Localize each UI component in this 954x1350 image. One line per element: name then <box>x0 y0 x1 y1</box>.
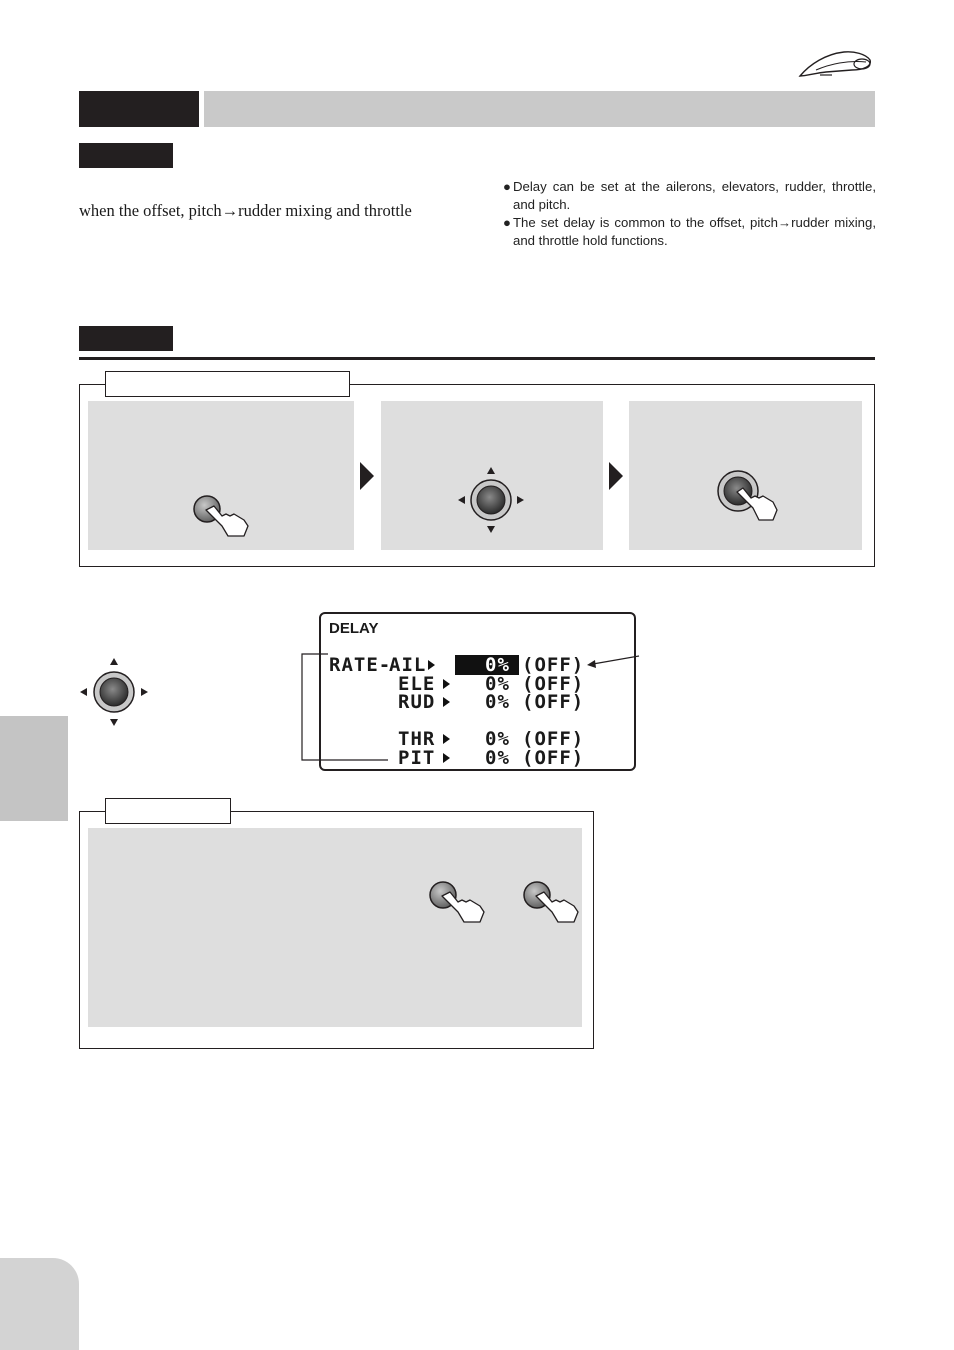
screen-title: DELAY <box>329 620 379 637</box>
section-tab <box>79 91 199 127</box>
push-button-icon <box>428 878 488 928</box>
delay-row-ele[interactable]: ELE 0% (OFF) <box>398 673 585 695</box>
push-button-icon <box>522 878 582 928</box>
chapter-side-tab <box>0 716 68 821</box>
jog-dial-icon <box>456 465 526 535</box>
bullet-item: ● The set delay is common to the offset, pitch→rudder mixing, and throttle hold functions. <box>503 215 876 248</box>
jog-dial-press-icon <box>713 466 779 526</box>
helicopter-icon <box>796 46 878 82</box>
pointer-arrow <box>585 652 641 672</box>
setting-label-tab <box>79 326 173 351</box>
bullet-item: ● Delay can be set at the ailerons, elevators, rudder, throttle, and pitch. <box>503 179 876 212</box>
section-title-bar <box>204 91 875 127</box>
bracket-line <box>298 652 392 764</box>
delay-row-thr[interactable]: THR 0% (OFF) <box>398 728 585 750</box>
bullet-list <box>503 178 876 250</box>
note-panel <box>88 828 582 1027</box>
body-text: when the offset, pitch→rudder mixing and throttle <box>79 201 412 220</box>
page-number-tab <box>0 1258 79 1350</box>
delay-row-rud[interactable]: RUD 0% (OFF) <box>398 691 585 713</box>
procedure-label <box>105 371 350 397</box>
push-button-icon <box>192 492 252 542</box>
triangle-arrow-icon <box>360 462 374 490</box>
delay-row-ail[interactable]: RATE- AIL 0% (OFF) <box>329 654 585 676</box>
divider-rule <box>79 357 875 360</box>
jog-dial-icon <box>79 656 149 728</box>
function-label-tab <box>79 143 173 168</box>
note-label <box>105 798 231 824</box>
triangle-arrow-icon <box>609 462 623 490</box>
delay-row-pit[interactable]: PIT 0% (OFF) <box>398 747 585 769</box>
